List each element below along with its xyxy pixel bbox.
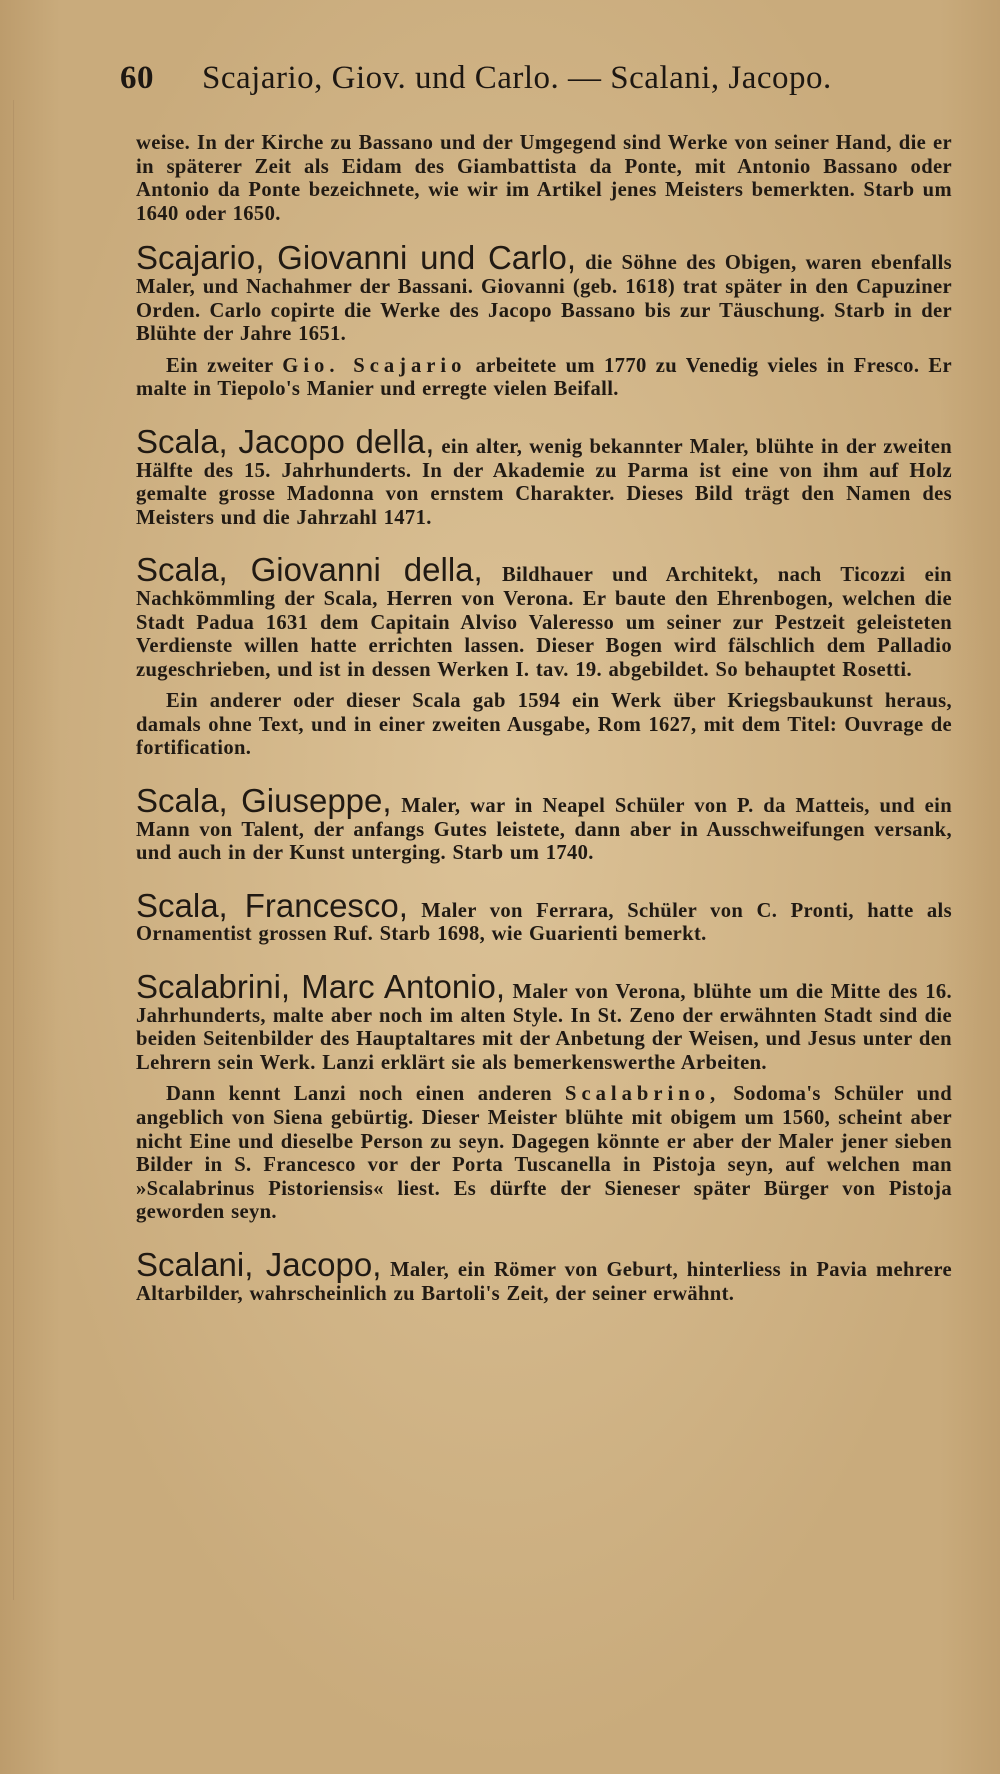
entry-body [136, 1245, 952, 1306]
sub-spaced-name: Gio. Scajario [282, 354, 467, 377]
entry-text: Maler von Ferrara, Schüler von C. Pronti, hatte als Ornamentist grossen Ruf. Starb 1698, wie Guarienti bemerkt. [136, 899, 952, 946]
entry-text: die Söhne des Obigen, waren ebenfalls Maler, und Nachahmer der Bassani. Giovanni (geb. 1618) trat später in den Capuziner Orden. Carlo copirte die Werke des Jacopo Bassano bis zur Täuschung. Starb in der Blühte der Jahre 1651. [136, 252, 953, 346]
page-number: 60 [120, 60, 154, 96]
entry-text: Maler, war in Neapel Schüler von P. da Matteis, und ein Mann von Talent, der anfangs Gutes leistete, dann aber in Ausschweifungen versank, und auch in der Kunst unterging. Starb um 1740. [136, 795, 952, 865]
page-body [120, 132, 952, 1306]
sub-text-post: arbeitete um 1770 zu Venedig vieles in Fresco. Er malte in Tiepolo's Manier und erregte vielen Beifall. [136, 354, 953, 401]
entry-body [136, 551, 952, 682]
entry-body [136, 968, 953, 1075]
sub-text-post: Sodoma's Schüler und angeblich von Siena gebürtig. Dieser Meister blühte mit obigem um 1560, scheint aber nicht Eine und dieselbe Person zu seyn. Dagegen könnte er aber der Maler jener sieben Bilder in S. Francesco vor der Porta Tuscanella in Pistoja seyn, auf welchen man »Scalabrinus Pistoriensis« liest. Es dürfte der Sieneser später Bürger von Pistoja geworden seyn. [136, 1083, 953, 1224]
entry-scala-giuseppe [120, 782, 952, 866]
sub-text-pre: Ein zweiter [166, 354, 274, 377]
entry-headword: Scala, Giuseppe, [136, 782, 392, 820]
entry-headword: Scajario, Giovanni und Carlo, [136, 239, 576, 277]
running-title: Scajario, Giov. und Carlo. — Scalani, Jacopo. [202, 60, 832, 96]
entry-scala-jacopo [120, 422, 953, 530]
entry-text: Maler von Verona, blühte um die Mitte des 16. Jahrhunderts, malte aber noch im alten Style. In St. Zeno der erwähnten Stadt sind die beiden Seitenbilder des Hauptaltares mit der Anbetung der Weisen, und Jesus unter den Lehrern sein Werk. Lanzi erklärt sie als bemerkenswerthe Arbeiten. [136, 981, 953, 1074]
entry-text: Maler, ein Römer von Geburt, hinterliess in Pavia mehrere Altarbilder, wahrscheinlich zu Bartoli's Zeit, der seiner erwähnt. [136, 1258, 952, 1305]
entry-body [136, 239, 953, 346]
entry-scalani [120, 1245, 952, 1306]
entry-text: Bildhauer und Architekt, nach Ticozzi ein Nachkömmling der Scala, Herren von Verona. Er baute den Ehrenbogen, welchen die Stadt Padua 1631 dem Capitain Alviso Valeresso um seiner zur Pestzeit geleisteten Verdienste willen hatte errichten lassen. Dieser Bogen wird fälschlich dem Palladio zugeschrieben, und ist in dessen Werken I. tav. 19. abgebildet. So behauptet Rosetti. [136, 564, 952, 681]
entry-scala-giovanni [120, 551, 952, 761]
entry-body [136, 886, 952, 947]
entry-headword: Scalani, Jacopo, [136, 1245, 382, 1283]
entry-headword: Scalabrini, Marc Antonio, [136, 968, 506, 1006]
entry-headword: Scala, Jacopo della, [136, 422, 435, 460]
entry-text: ein alter, wenig bekannter Maler, blühte in der zweiten Hälfte des 15. Jahrhunderts. In der Akademie zu Parma ist eine von ihm auf Holz gemalte grosse Madonna von ernstem Charakter. Dieses Bild trägt den Namen des Meisters und die Jahrzahl 1471. [136, 435, 953, 529]
entry-headword: Scala, Giovanni della, [136, 551, 483, 589]
entry-headword: Scala, Francesco, [136, 886, 408, 924]
sub-text-pre: Dann kennt Lanzi noch einen anderen [166, 1083, 552, 1106]
entry-body [136, 782, 952, 866]
entry-scala-francesco [120, 886, 952, 947]
running-head [120, 60, 952, 122]
entry-subparagraph [136, 1083, 952, 1225]
entry-scajario [120, 239, 953, 402]
entry-subparagraph: Ein anderer oder dieser Scala gab 1594 ein Werk über Kriegsbaukunst heraus, damals ohne Text, und in einer zweiten Ausgabe, Rom 1627, mit dem Titel: Ouvrage de fortification. [136, 690, 952, 760]
pencil-margin-mark [12, 100, 15, 1600]
entry-body [136, 422, 953, 530]
entry-subparagraph [136, 355, 952, 402]
entry-scalabrini [120, 968, 953, 1225]
book-page [120, 60, 952, 1740]
continuation-text: weise. In der Kirche zu Bassano und der Umgegend sind Werke von seiner Hand, die er in späterer Zeit als Eidam des Giambattista da Ponte, mit Antonio Bassano oder Antonio da Ponte bezeichnete, wie wir im Artikel jenes Meisters bemerkten. Starb um 1640 oder 1650. [136, 132, 952, 225]
sub-spaced-name: Scalabrino, [565, 1083, 721, 1106]
